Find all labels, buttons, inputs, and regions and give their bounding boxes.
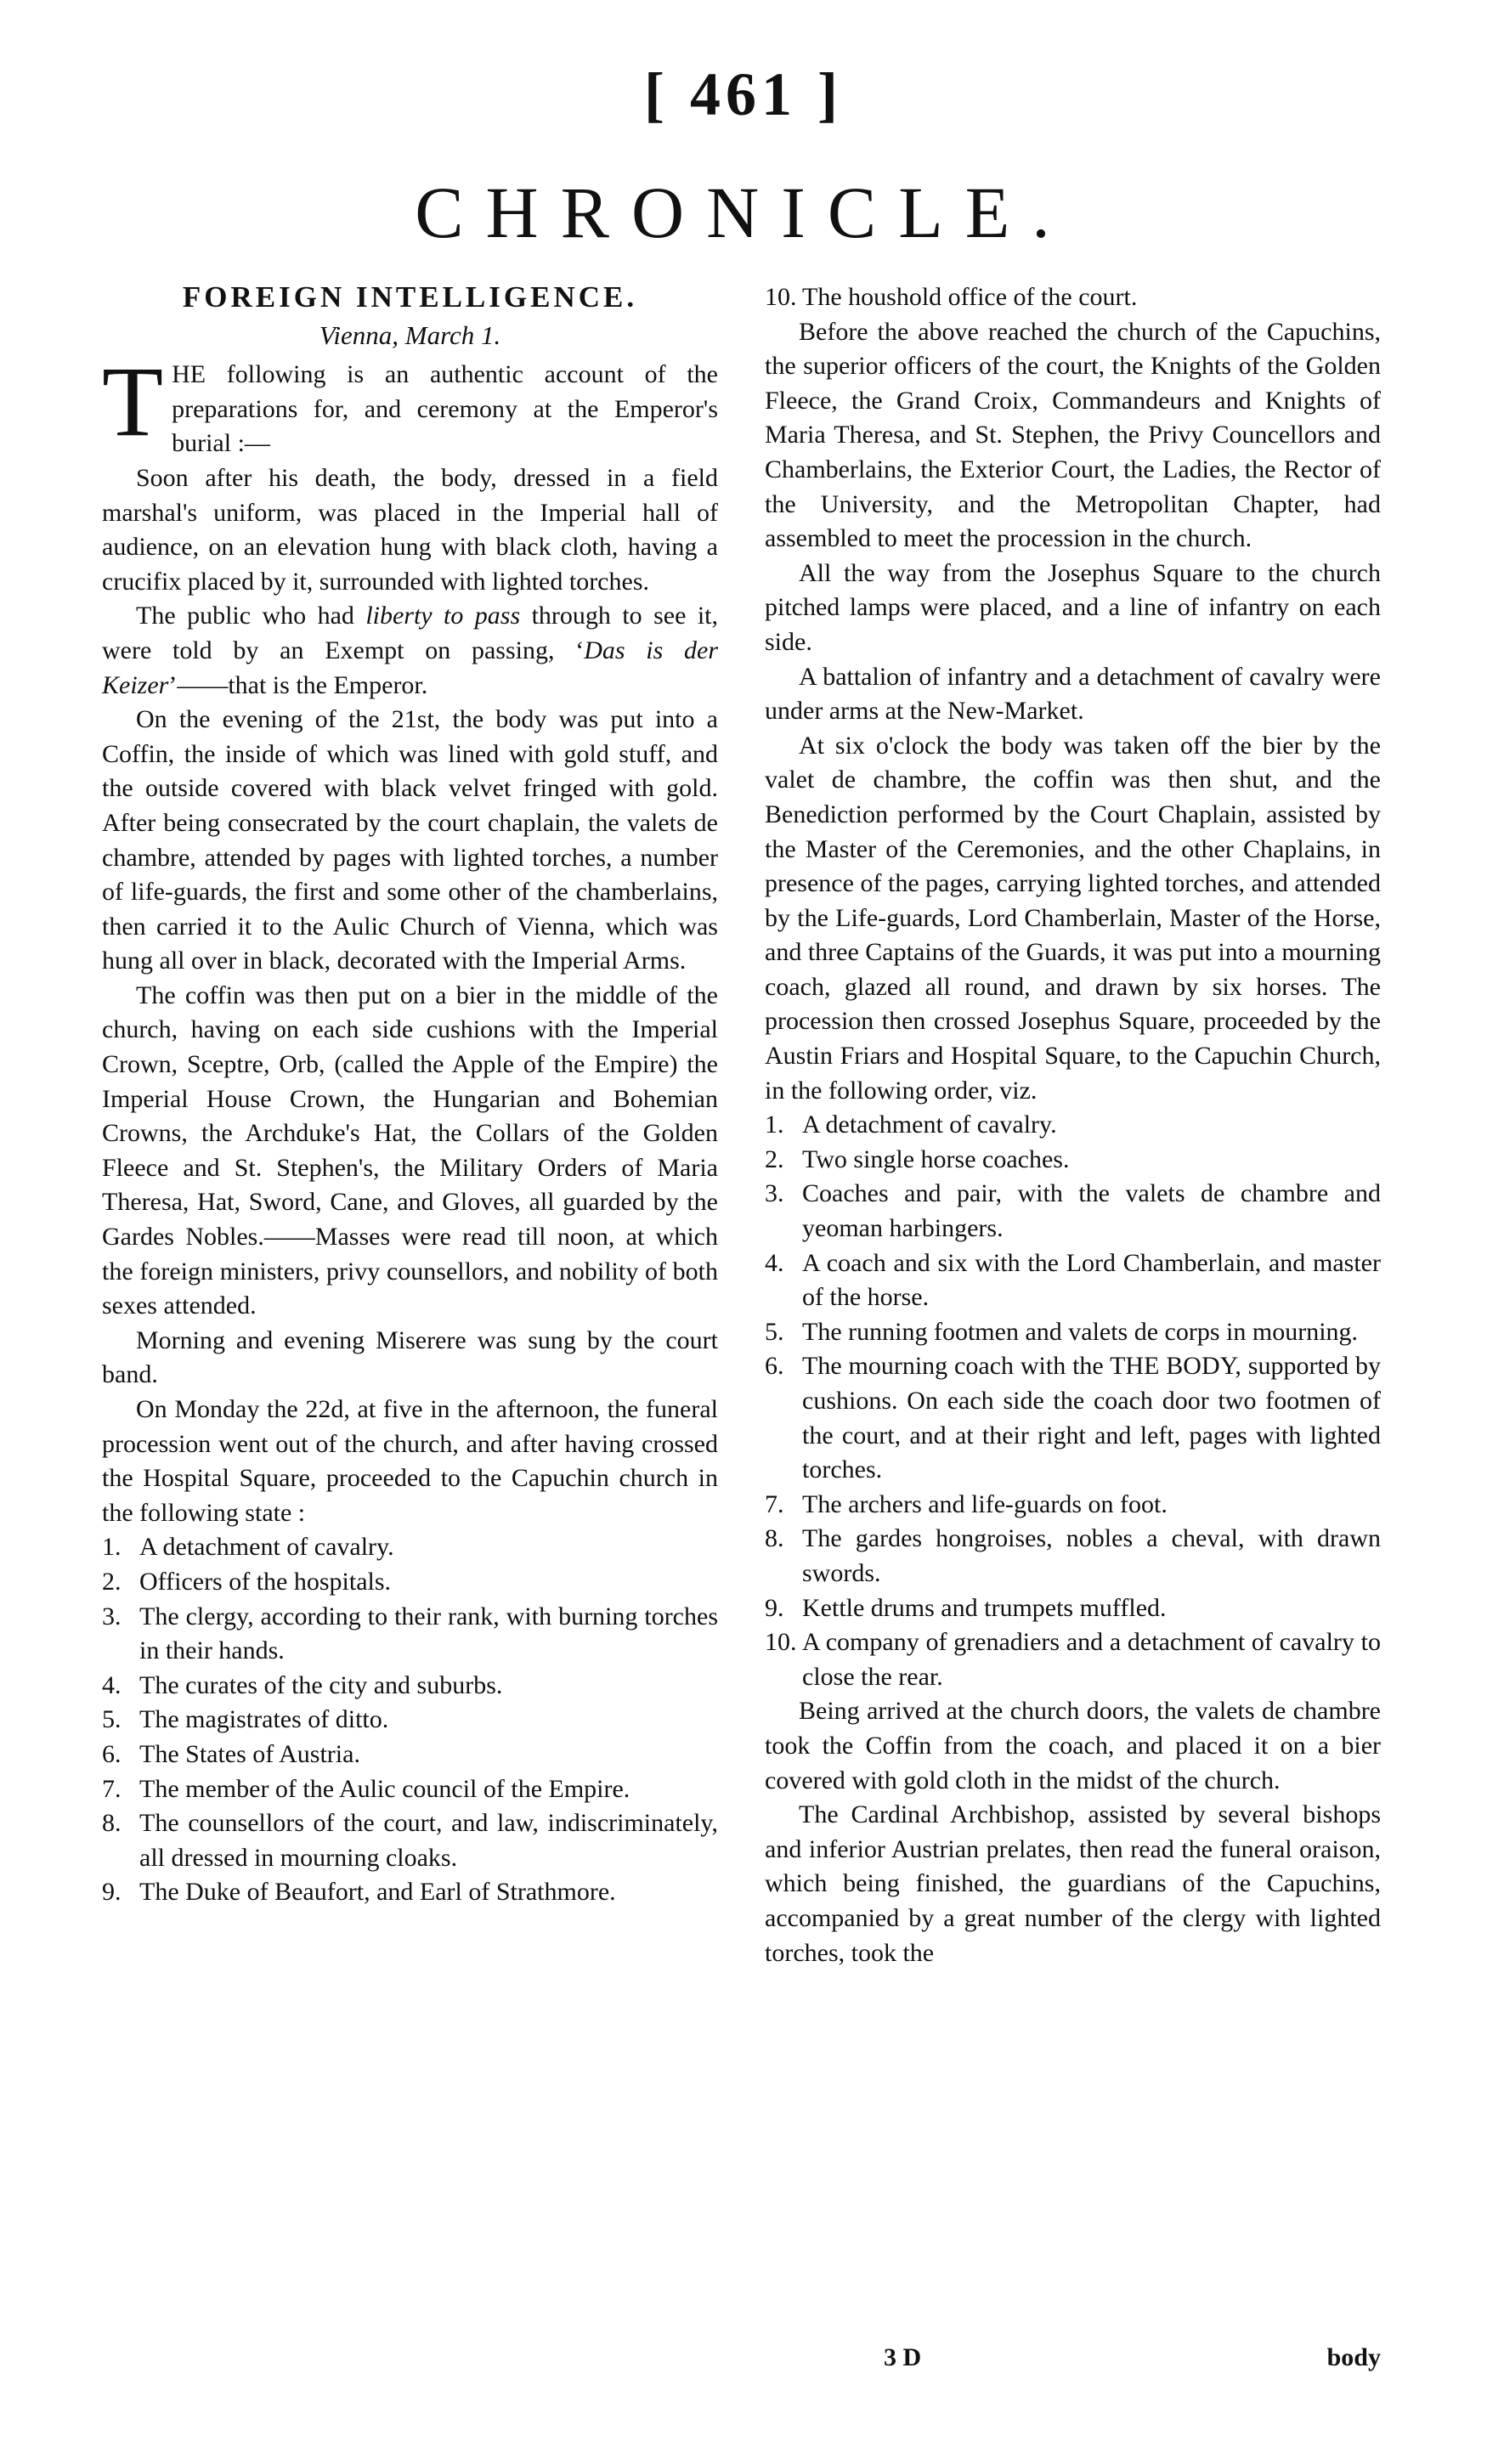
list-item: 8. The gardes hongroises, nobles a cheval, with drawn swords. [765,1524,1381,1587]
paragraph: Soon after his death, the body, dressed in a field marshal's uniform, was placed in the Imperial hall of audience, on an elevation hung with black cloth, having a crucifix placed by it, surrounded with lighted torches. [102,463,718,596]
list-item: 4. A coach and six with the Lord Chamberlain, and master of the horse. [765,1248,1381,1312]
paragraph: The Cardinal Archbishop, assisted by several bishops and inferior Austrian prelates, then read the funeral oraison, which being finished, the guardians of the Capuchins, accompanied by a great number of the clergy with lighted torches, took the [765,1800,1381,1967]
list-item: 3. Coaches and pair, with the valets de chambre and yeoman harbingers. [765,1179,1381,1243]
list-item: 5. The magistrates of ditto. [102,1705,389,1734]
list-item: 7. The member of the Aulic council of the Empire. [102,1774,630,1803]
list-item: 6. The States of Austria. [102,1739,360,1768]
list-item: 4. The curates of the city and suburbs. [102,1670,503,1699]
page-number: [ 461 ] [644,60,843,128]
list-item: 1. A detachment of cavalry. [765,1110,1057,1139]
paragraph: Morning and evening Miserere was sung by the court band. [102,1325,718,1389]
paragraph: Being arrived at the church doors, the valets de chambre took the Coffin from the coach, and placed it on a bier covered with gold cloth in the midst of the church. [765,1697,1381,1794]
paragraph-intro: THE following is an authentic account of the preparations for, and ceremony at the Emperor's burial :— [102,346,718,458]
list-item: 5. The running footmen and valets de corps in mourning. [765,1317,1359,1346]
list-item: 2. Officers of the hospitals. [102,1567,392,1596]
procession-list-right [765,1108,1381,1694]
paragraph: All the way from the Josephus Square to the church pitched lamps were placed, and a line of infantry on each side. [765,558,1381,656]
paragraph: The coffin was then put on a bier in the middle of the church, having on each side cushions with the Imperial Crown, Sceptre, Orb, (called the Apple of the Empire) the Imperial House Crown, the Hungarian and Bohemian Crowns, the Archduke's Hat, the Collars of the Golden Fleece and St. Stephen's, the Military Orders of Maria Theresa, Hat, Sword, Cane, and Gloves, all guarded by the Gardes Nobles.——Masses were read till noon, at which the foreign ministers, privy counsellors, and nobility of both sexes attended. [102,981,718,1320]
paragraph: Before the above reached the church of the Capuchins, the superior officers of the court, the Knights of the Golden Fleece, the Grand Croix, Commandeurs and Knights of Maria Theresa, and St. Stephen, the Privy Councellors and Chamberlains, the Exterior Court, the Ladies, the Rector of the University, and the Metropolitan Chapter, had assembled to meet the procession in the church. [765,317,1381,553]
list-item: 9. Kettle drums and trumpets muffled. [765,1593,1167,1622]
list-item: 1. A detachment of cavalry. [102,1533,394,1562]
list-item: 9. The Duke of Beaufort, and Earl of Strathmore. [102,1878,616,1907]
list-item: 10. The houshold office of the court. [765,283,1138,311]
paragraph: At six o'clock the body was taken off the bier by the valet de chambre, the coffin was then shut, and the Benediction performed by the Court Chaplain, assisted by the Master of the Ceremonies, and the other Chaplains, in presence of the pages, carrying lighted torches, and attended by the Life-guards, Lord Chamberlain, Master of the Horse, and three Captains of the Guards, it was put into a mourning coach, glazed all round, and drawn by six horses. The procession then crossed Josephus Square, proceeded by the Austin Friars and Hospital Square, to the Capuchin Church, in the following order, viz. [765,731,1381,1105]
paragraph: A battalion of infantry and a detachment of cavalry were under arms at the New-Market. [765,662,1381,726]
dateline: Vienna, March 1. [319,319,501,350]
list-item: 3. The clergy, according to their rank, with burning torches in their hands. [102,1602,718,1665]
paragraph: On the evening of the 21st, the body was put into a Coffin, the inside of which was lined with gold stuff, and the outside covered with black velvet fringed with gold. After being consecrated by the court chaplain, the valets de chambre, attended by pages with lighted torches, a number of life-guards, the first and some other of the chamberlains, then carried it to the Aulic Church of Vienna, which was hung all over in black, decorated with the Imperial Arms. [102,705,718,975]
list-item: 2. Two single horse coaches. [765,1144,1070,1173]
section-heading: FOREIGN INTELLIGENCE. [182,280,638,314]
list-item: 6. The mourning coach with the THE BODY, supported by cushions. On each side the coach door two footmen of the court, and at their right and left, pages with lighted torches. [765,1352,1381,1484]
signature-mark: 3 D [884,2343,922,2371]
procession-list-continued [765,280,1381,315]
list-item: 10. A company of grenadiers and a detachment of cavalry to close the rear. [765,1628,1381,1691]
drop-cap: T [102,346,164,458]
list-item: 7. The archers and life-guards on foot. [765,1489,1168,1518]
catchword: body [1326,2343,1381,2371]
right-column [765,280,1381,1970]
list-item: 8. The counsellors of the court, and law, indiscriminately, all dressed in mourning cloaks. [102,1809,718,1872]
chronicle-title: CHRONICLE. [415,172,1072,253]
paragraph: The public who had liberty to pass through to see it, were told by an Exempt on passing, ‘Das is der Keizer’——that is the Emperor. [102,602,719,699]
paragraph: On Monday the 22d, at five in the afternoon, the funeral procession went out of the church, and after having crossed the Hospital Square, proceeded to the Capuchin church in the following state : [102,1395,718,1527]
procession-list-left [102,1530,718,1910]
left-column [102,280,718,1910]
